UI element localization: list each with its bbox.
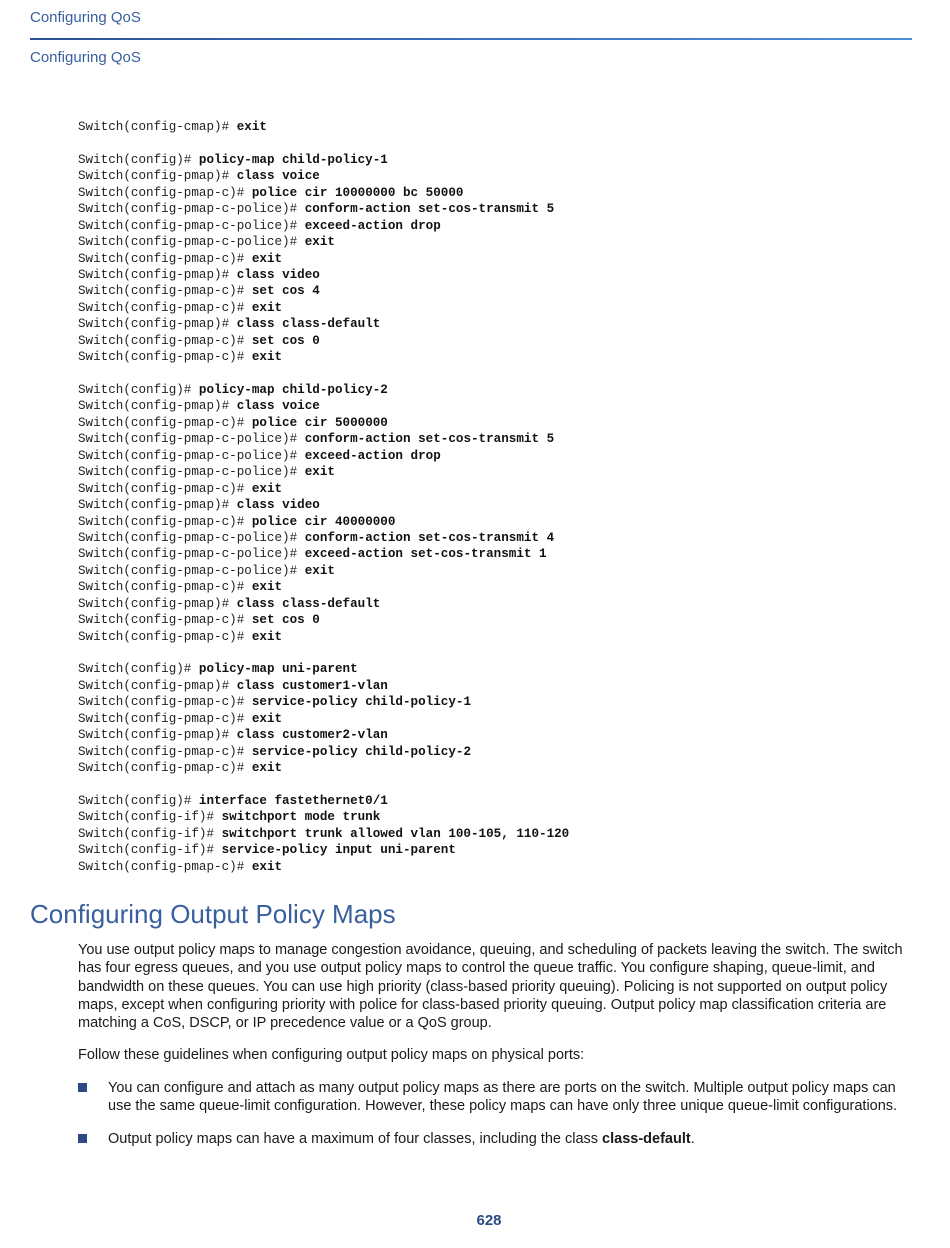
running-header-title: Configuring QoS [30,9,141,26]
list-item-text: You can configure and attach as many output policy maps as there are ports on the switch. Multiple output policy maps can use the same queue-limit configuration. However, these policy maps can have only three unique queue-limit configurations. [108,1080,898,1115]
code-line [78,793,569,809]
cli-prompt: Switch(config-pmap-c-police)# [78,530,305,545]
code-line [78,234,569,250]
cli-prompt: Switch(config-pmap-c)# [78,284,252,299]
cli-prompt: Switch(config-pmap)# [78,317,237,332]
code-line [78,760,569,776]
cli-command: conform-action set-cos-transmit 4 [304,530,555,545]
cli-command: exit [251,761,283,776]
cli-prompt: Switch(config-pmap-c-police)# [78,465,305,480]
cli-command: police cir 40000000 [251,514,396,529]
keyword-class-default: class-default [602,1130,691,1147]
cli-command: class customer2-vlan [236,728,388,743]
cli-prompt: Switch(config-pmap-c)# [78,251,252,266]
code-line [78,382,569,398]
cli-prompt: Switch(config-pmap-c-police)# [78,432,305,447]
cli-command: class class-default [236,596,381,611]
cli-command: exit [304,465,335,480]
code-line [78,152,569,168]
code-line [78,645,569,661]
cli-prompt: Switch(config-pmap)# [78,498,237,513]
code-line [78,596,569,612]
code-line [78,481,569,497]
code-line [78,185,569,201]
code-line [78,826,569,842]
code-line [78,563,569,579]
cli-prompt: Switch(config-pmap)# [78,678,237,693]
code-line [78,251,569,267]
code-line [78,398,569,414]
cli-command: switchport mode trunk [221,810,381,825]
cli-command: exceed-action drop [304,218,441,233]
cli-prompt: Switch(config)# [78,383,199,397]
cli-prompt: Switch(config-pmap-c-police)# [78,448,305,463]
cli-command: service-policy child-policy-2 [251,744,471,759]
cli-prompt: Switch(config-pmap-c)# [78,695,252,710]
cli-command: class video [236,267,320,282]
code-line [78,119,569,135]
code-line [78,744,569,760]
cli-command: switchport trunk allowed vlan 100-105, 110-120 [221,826,570,841]
cli-prompt: Switch(config-pmap-c)# [78,333,252,348]
cli-command: exit [251,481,283,496]
cli-prompt: Switch(config)# [78,793,199,808]
cli-prompt: Switch(config-pmap)# [78,267,237,282]
code-line [78,283,569,299]
cli-prompt: Switch(config-pmap-c-police)# [78,218,305,233]
cli-command: service-policy input uni-parent [221,843,456,858]
cli-prompt: Switch(config-if)# [78,843,222,858]
list-item [78,1079,912,1116]
cli-prompt: Switch(config-pmap)# [78,596,237,611]
cli-command: exit [251,711,283,726]
cli-command: policy-map child-policy-1 [198,152,388,167]
code-line [78,809,569,825]
cli-prompt: Switch(config-pmap-c)# [78,350,252,365]
cli-command: exit [251,629,283,644]
code-line [78,218,569,234]
code-line [78,661,569,677]
cli-prompt: Switch(config-pmap)# [78,728,237,743]
cli-command: class voice [236,169,320,184]
cli-command: conform-action set-cos-transmit 5 [304,202,555,217]
cli-command: class class-default [236,317,381,332]
code-line [78,300,569,316]
cli-command: exit [304,563,335,578]
code-line [78,629,569,645]
cli-command: exit [251,859,283,874]
cli-prompt: Switch(config-pmap-c)# [78,514,252,529]
code-line [78,431,569,447]
list-item-text: Output policy maps can have a maximum of four classes, including the class [108,1130,603,1147]
code-line [78,579,569,595]
cli-prompt: Switch(config)# [78,662,199,677]
cli-command: exit [251,300,283,315]
code-line [78,842,569,858]
cli-command: exit [251,251,283,266]
code-line [78,546,569,562]
cli-command: exceed-action set-cos-transmit 1 [304,547,547,562]
code-line [78,678,569,694]
cli-command: exit [304,235,335,250]
code-line [78,497,569,513]
cli-prompt: Switch(config-pmap-c)# [78,580,252,595]
code-line [78,464,569,480]
code-line [78,135,569,151]
cli-prompt: Switch(config-pmap-c)# [78,481,252,496]
code-line [78,415,569,431]
cli-code-block [78,119,569,875]
cli-prompt: Switch(config-pmap)# [78,169,237,184]
cli-prompt: Switch(config-pmap-c)# [78,711,252,726]
cli-prompt: Switch(config-pmap-c)# [78,761,252,776]
cli-command: class voice [236,399,320,414]
code-line [78,448,569,464]
cli-command: exceed-action drop [304,448,441,463]
code-line [78,349,569,365]
code-line [78,514,569,530]
running-header-subtitle: Configuring QoS [30,49,141,66]
cli-command: exit [251,580,283,595]
guidelines-list [78,1079,912,1162]
cli-prompt: Switch(config-pmap-c)# [78,185,252,200]
cli-prompt: Switch(config-pmap-c)# [78,859,252,874]
cli-command: class video [236,498,320,513]
cli-command: policy-map child-policy-2 [198,383,388,397]
cli-command: conform-action set-cos-transmit 5 [304,432,555,447]
cli-command: exit [236,120,267,134]
list-item-suffix: . [690,1130,695,1147]
code-line [78,168,569,184]
cli-prompt: Switch(config-cmap)# [78,120,237,134]
cli-prompt: Switch(config-pmap-c-police)# [78,202,305,217]
cli-command: police cir 10000000 bc 50000 [251,185,464,200]
cli-command: set cos 0 [251,333,320,348]
intro-paragraph: You use output policy maps to manage congestion avoidance, queuing, and scheduling of packets leaving the switch. The switch has four egress queues, and you use output policy maps to control the queue traffic. You configure shaping, queue-limit, and bandwidth on these queues. You can use high priority (class-based priority queuing). Policing is not supported on output policy maps, except when configuring priority with police for class-based priority queuing. Output policy map classification criteria are matching a CoS, DSCP, or IP precedence value or a QoS group. [78,942,903,1032]
code-line [78,316,569,332]
cli-prompt: Switch(config-pmap-c)# [78,629,252,644]
cli-prompt: Switch(config-pmap-c)# [78,744,252,759]
guidelines-paragraph: Follow these guidelines when configuring output policy maps on physical ports: [78,1047,585,1063]
code-line [78,366,569,382]
square-bullet-icon [78,1083,87,1092]
cli-prompt: Switch(config)# [78,152,199,167]
code-line [78,333,569,349]
code-line [78,859,569,875]
section-heading: Configuring Output Policy Maps [30,899,396,929]
list-item [78,1130,912,1148]
code-line [78,694,569,710]
cli-prompt: Switch(config-pmap)# [78,399,237,414]
page-number: 628 [476,1212,502,1229]
cli-prompt: Switch(config-if)# [78,826,222,841]
cli-command: interface fastethernet0/1 [198,793,388,808]
cli-command: service-policy child-policy-1 [251,695,471,710]
code-line [78,267,569,283]
cli-command: set cos 4 [251,284,320,299]
header-divider [30,38,912,40]
cli-prompt: Switch(config-pmap-c-police)# [78,563,305,578]
cli-command: police cir 5000000 [251,415,388,430]
code-line [78,777,569,793]
code-line [78,711,569,727]
cli-command: set cos 0 [251,613,320,628]
cli-command: class customer1-vlan [236,678,388,693]
cli-prompt: Switch(config-pmap-c)# [78,300,252,315]
code-line [78,530,569,546]
cli-prompt: Switch(config-pmap-c)# [78,415,252,430]
code-line [78,201,569,217]
cli-prompt: Switch(config-pmap-c-police)# [78,547,305,562]
cli-prompt: Switch(config-if)# [78,810,222,825]
cli-command: exit [251,350,283,365]
code-line [78,612,569,628]
cli-prompt: Switch(config-pmap-c-police)# [78,235,305,250]
cli-prompt: Switch(config-pmap-c)# [78,613,252,628]
square-bullet-icon [78,1134,87,1143]
cli-command: policy-map uni-parent [198,662,358,677]
code-line [78,727,569,743]
